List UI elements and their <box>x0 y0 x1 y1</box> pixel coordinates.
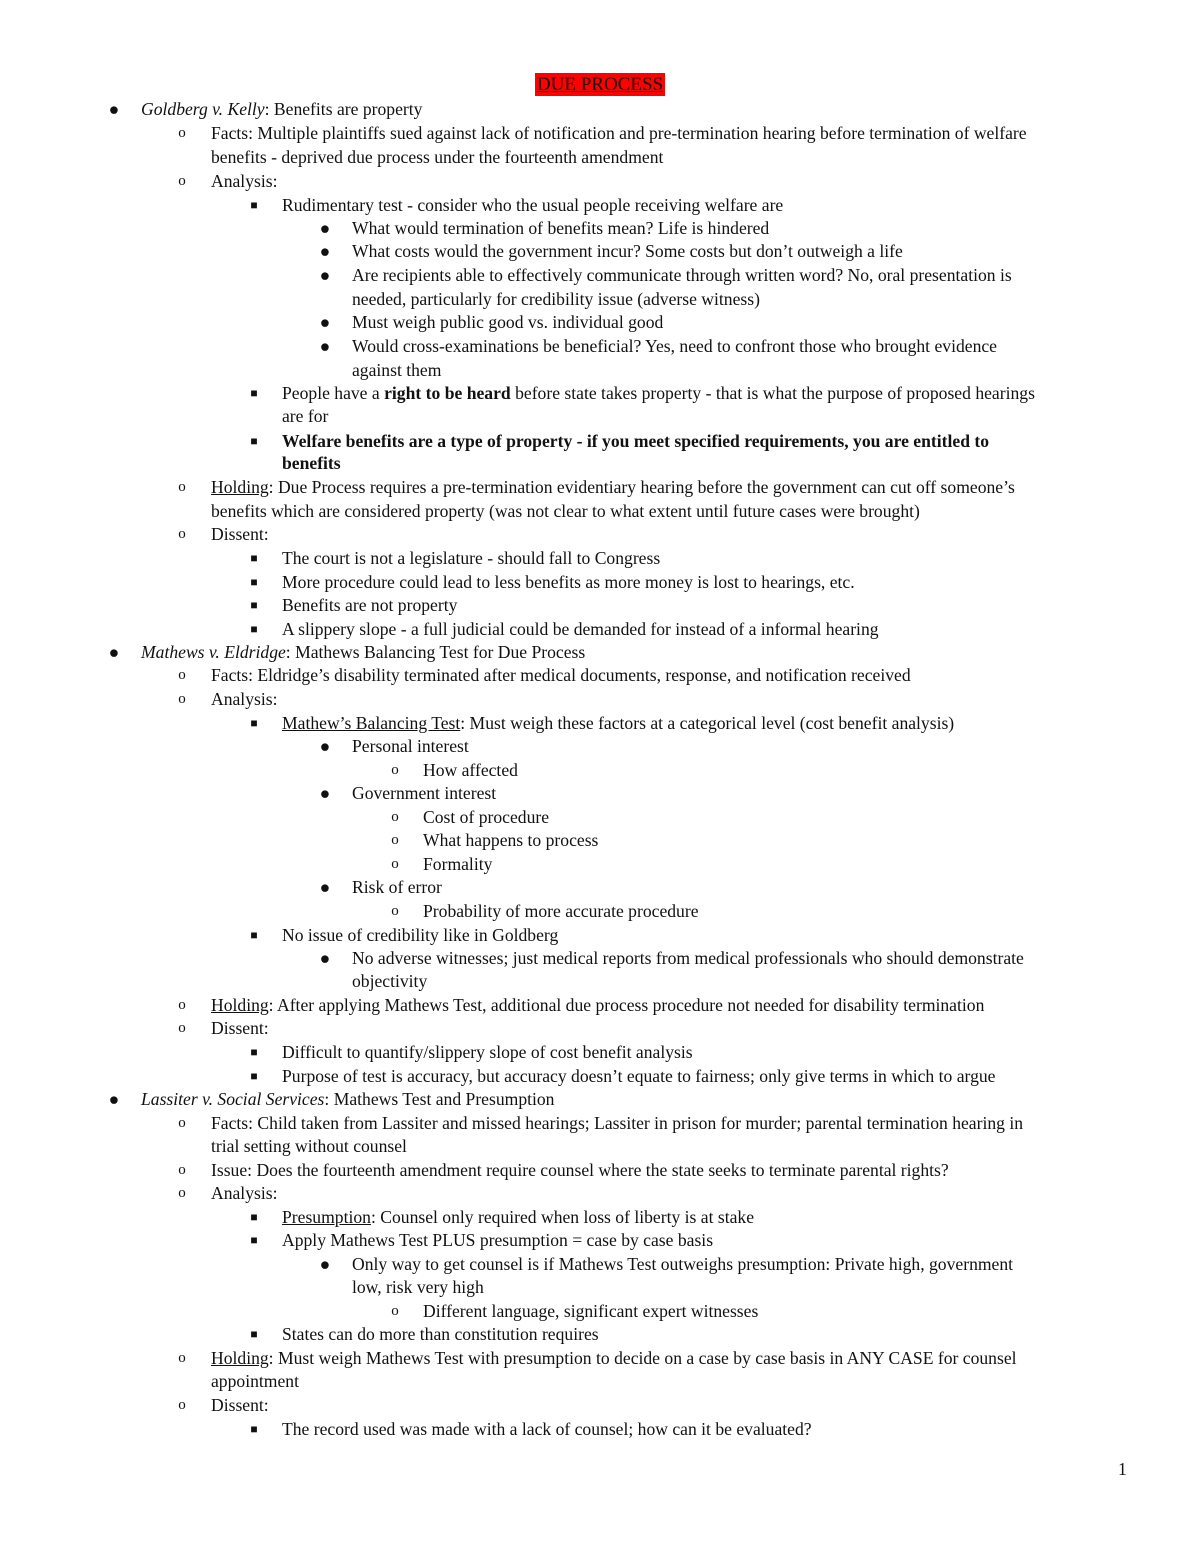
title-wrap <box>0 73 1200 96</box>
goldberg-q3-line2: needed, particularly for credibility issue (adverse witness) <box>352 289 760 309</box>
goldberg-dissent-4: A slippery slope - a full judicial could be demanded for instead of a informal hearing <box>282 619 879 639</box>
bullet-circle: o <box>178 1350 186 1366</box>
goldberg-dissent-3: Benefits are not property <box>282 595 458 615</box>
case-goldberg-heading <box>141 98 422 122</box>
mathews-analysis: Analysis: <box>211 689 278 709</box>
goldberg-q2: What costs would the government incur? Some costs but don’t outweigh a life <box>352 241 903 261</box>
goldberg-holding-line2: benefits which are considered property (was not clear to what extent until future cases were brought) <box>211 501 920 521</box>
bullet-square: ■ <box>250 1069 258 1083</box>
holding-label: Holding <box>211 995 269 1015</box>
lassiter-apply: Apply Mathews Test PLUS presumption = case by case basis <box>282 1230 714 1250</box>
lassiter-issue: Issue: Does the fourteenth amendment require counsel where the state seeks to terminate parental rights? <box>211 1160 949 1180</box>
bullet-dot: ● <box>319 1254 331 1274</box>
mathews-facts: Facts: Eldridge’s disability terminated after medical documents, response, and notification received <box>211 665 911 685</box>
heard-pre: People have a <box>282 383 385 403</box>
lassiter-dissent: Dissent: <box>211 1395 269 1415</box>
presumption-desc: : Counsel only required when loss of liberty is at stake <box>370 1207 755 1227</box>
lassiter-facts-line2: trial setting without counsel <box>211 1136 407 1156</box>
bullet-dot: ● <box>319 948 331 968</box>
holding-text: : Due Process requires a pre-termination evidentiary hearing before the government can cut off someone’s <box>268 477 1015 497</box>
bullet-dot: ● <box>319 877 331 897</box>
mathews-test <box>282 712 954 736</box>
case-name: Mathews v. Eldridge <box>141 642 286 662</box>
goldberg-q5-line1: Would cross-examinations be beneficial? Yes, need to confront those who brought evidence <box>352 336 997 356</box>
goldberg-dissent-2: More procedure could lead to less benefits as more money is lost to hearings, etc. <box>282 572 855 592</box>
bullet-circle: o <box>178 526 186 542</box>
case-name: Lassiter v. Social Services <box>141 1089 325 1109</box>
bullet-square: ■ <box>250 622 258 636</box>
goldberg-q4: Must weigh public good vs. individual good <box>352 312 664 332</box>
page-number: 1 <box>1118 1459 1127 1479</box>
presumption-label: Presumption <box>282 1207 371 1227</box>
bullet-circle: o <box>391 856 399 872</box>
bullet-square: ■ <box>250 1233 258 1247</box>
mathews-cost: Cost of procedure <box>423 807 550 827</box>
bullet-circle: o <box>178 667 186 683</box>
bullet-circle: o <box>391 1303 399 1319</box>
bullet-dot: ● <box>319 218 331 238</box>
mathews-dissent-2: Purpose of test is accuracy, but accuracy doesn’t equate to fairness; only give terms in which to argue <box>282 1066 996 1086</box>
bullet-dot: ● <box>108 642 120 662</box>
bullet-circle: o <box>178 125 186 141</box>
goldberg-q3-line1: Are recipients able to effectively communicate through written word? No, oral presentation is <box>352 265 1012 285</box>
goldberg-welfare-line2: benefits <box>282 453 341 473</box>
lassiter-dissent-1: The record used was made with a lack of counsel; how can it be evaluated? <box>282 1419 812 1439</box>
bullet-square: ■ <box>250 434 258 448</box>
bullet-circle: o <box>391 832 399 848</box>
bullet-square: ■ <box>250 198 258 212</box>
lassiter-holding-line1 <box>211 1347 1017 1371</box>
bullet-square: ■ <box>250 575 258 589</box>
mathews-personal: Personal interest <box>352 736 469 756</box>
goldberg-facts-line2: benefits - deprived due process under the fourteenth amendment <box>211 147 664 167</box>
bullet-dot: ● <box>319 241 331 261</box>
case-desc: : Mathews Test and Presumption <box>324 1089 555 1109</box>
bullet-dot: ● <box>108 99 120 119</box>
test-desc: : Must weigh these factors at a categorical level (cost benefit analysis) <box>460 713 955 733</box>
mathews-dissent: Dissent: <box>211 1018 269 1038</box>
holding-text: : Must weigh Mathews Test with presumption to decide on a case by case basis in ANY CASE for counsel <box>268 1348 1017 1368</box>
lassiter-analysis: Analysis: <box>211 1183 278 1203</box>
bullet-circle: o <box>178 691 186 707</box>
test-label: Mathew’s Balancing Test <box>282 713 461 733</box>
heard-post: before state takes property - that is what the purpose of proposed hearings <box>510 383 1035 403</box>
mathews-process: What happens to process <box>423 830 599 850</box>
bullet-dot: ● <box>319 336 331 356</box>
goldberg-welfare-line1: Welfare benefits are a type of property - if you meet specified requirements, you are entitled to <box>282 431 990 451</box>
case-lassiter-heading <box>141 1088 554 1112</box>
bullet-square: ■ <box>250 928 258 942</box>
bullet-circle: o <box>178 997 186 1013</box>
goldberg-q1: What would termination of benefits mean? Life is hindered <box>352 218 770 238</box>
bullet-circle: o <box>178 1162 186 1178</box>
goldberg-holding-line1 <box>211 476 1015 500</box>
goldberg-q5-line2: against them <box>352 360 442 380</box>
bullet-circle: o <box>178 173 186 189</box>
holding-label: Holding <box>211 1348 269 1368</box>
lassiter-holding-line2: appointment <box>211 1371 299 1391</box>
heard-bold: right to be heard <box>384 383 511 403</box>
mathews-credibility: No issue of credibility like in Goldberg <box>282 925 559 945</box>
case-mathews-heading <box>141 641 585 665</box>
holding-label: Holding <box>211 477 269 497</box>
bullet-circle: o <box>391 903 399 919</box>
bullet-square: ■ <box>250 598 258 612</box>
goldberg-heard-line1 <box>282 382 1035 406</box>
goldberg-dissent-1: The court is not a legislature - should fall to Congress <box>282 548 661 568</box>
goldberg-rudimentary: Rudimentary test - consider who the usual people receiving welfare are <box>282 195 784 215</box>
bullet-circle: o <box>391 762 399 778</box>
bullet-dot: ● <box>108 1089 120 1109</box>
lassiter-only-line2: low, risk very high <box>352 1277 484 1297</box>
bullet-dot: ● <box>319 783 331 803</box>
bullet-dot: ● <box>319 312 331 332</box>
bullet-circle: o <box>178 1185 186 1201</box>
mathews-holding <box>211 994 984 1018</box>
holding-text: : After applying Mathews Test, additional due process procedure not needed for disability termination <box>268 995 985 1015</box>
goldberg-heard-line2: are for <box>282 406 329 426</box>
goldberg-facts-line1: Facts: Multiple plaintiffs sued against lack of notification and pre-termination hearing before termination of welfare <box>211 123 1027 143</box>
bullet-circle: o <box>178 1115 186 1131</box>
mathews-adverse-line1: No adverse witnesses; just medical reports from medical professionals who should demonstrate <box>352 948 1024 968</box>
lassiter-presumption <box>282 1206 754 1230</box>
mathews-risk: Risk of error <box>352 877 442 897</box>
bullet-square: ■ <box>250 551 258 565</box>
mathews-formality: Formality <box>423 854 493 874</box>
bullet-circle: o <box>391 809 399 825</box>
mathews-adverse-line2: objectivity <box>352 971 428 991</box>
bullet-square: ■ <box>250 716 258 730</box>
lassiter-facts-line1: Facts: Child taken from Lassiter and missed hearings; Lassiter in prison for murder; parental termination hearing in <box>211 1113 1024 1133</box>
goldberg-dissent: Dissent: <box>211 524 269 544</box>
bullet-square: ■ <box>250 1210 258 1224</box>
case-name: Goldberg v. Kelly <box>141 99 265 119</box>
bullet-square: ■ <box>250 1045 258 1059</box>
case-desc: : Benefits are property <box>264 99 423 119</box>
mathews-government: Government interest <box>352 783 497 803</box>
bullet-square: ■ <box>250 386 258 400</box>
goldberg-analysis: Analysis: <box>211 171 278 191</box>
bullet-square: ■ <box>250 1422 258 1436</box>
bullet-dot: ● <box>319 265 331 285</box>
mathews-probability: Probability of more accurate procedure <box>423 901 699 921</box>
lassiter-states: States can do more than constitution requires <box>282 1324 599 1344</box>
bullet-dot: ● <box>319 736 331 756</box>
mathews-how-affected: How affected <box>423 760 518 780</box>
bullet-square: ■ <box>250 1327 258 1341</box>
lassiter-only-line1: Only way to get counsel is if Mathews Test outweighs presumption: Private high, government <box>352 1254 1014 1274</box>
page-title: DUE PROCESS <box>536 74 664 95</box>
bullet-circle: o <box>178 479 186 495</box>
bullet-circle: o <box>178 1397 186 1413</box>
bullet-circle: o <box>178 1020 186 1036</box>
case-desc: : Mathews Balancing Test for Due Process <box>285 642 586 662</box>
mathews-dissent-1: Difficult to quantify/slippery slope of cost benefit analysis <box>282 1042 693 1062</box>
lassiter-different: Different language, significant expert witnesses <box>423 1301 759 1321</box>
